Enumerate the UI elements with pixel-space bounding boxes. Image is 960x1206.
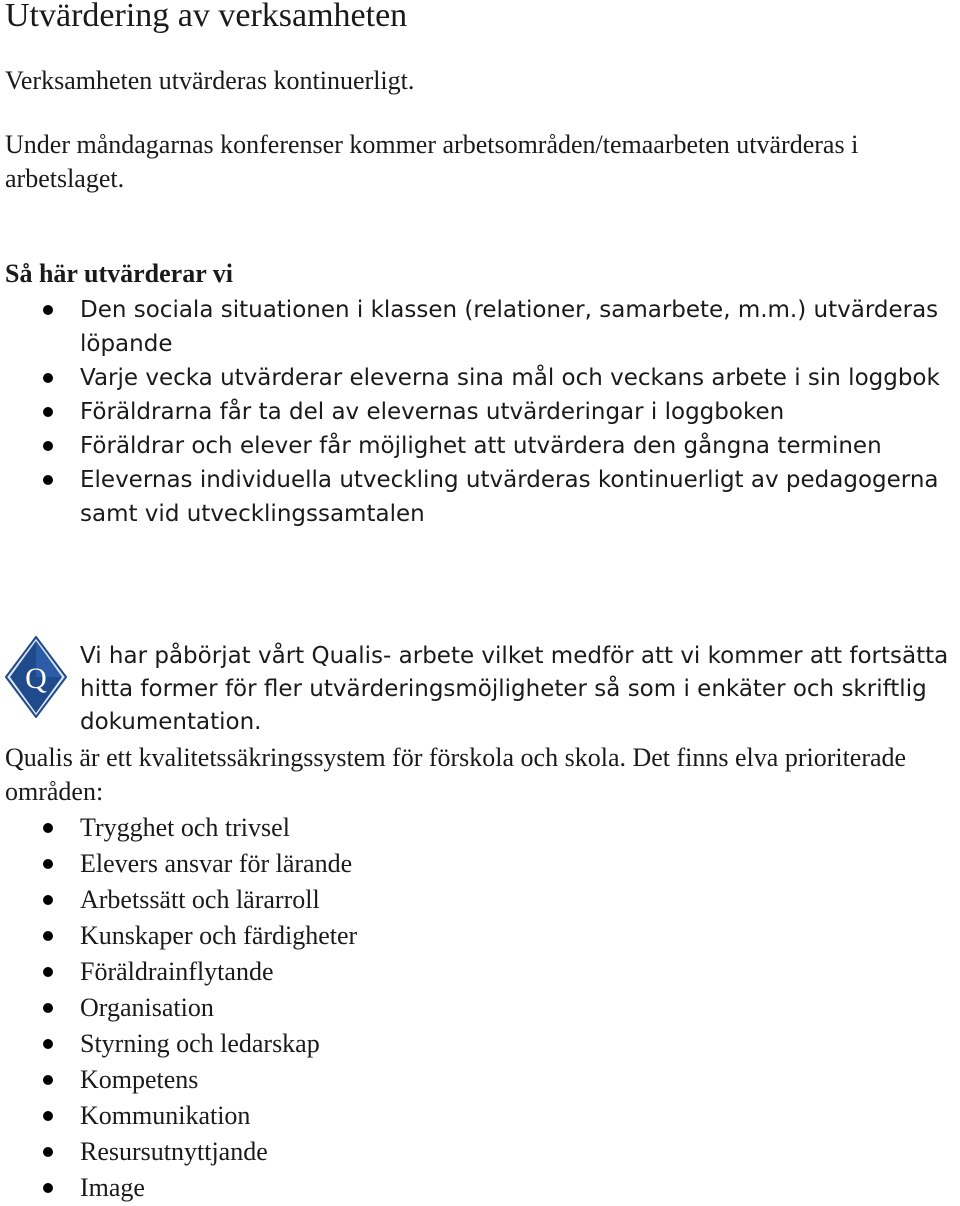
intro-paragraph-2: Under måndagarnas konferenser kommer arbetsområden/temaarbeten utvärderas i arbetslaget. [5, 130, 859, 193]
list-item [0, 1098, 955, 1134]
bullet-dot-icon [43, 967, 53, 977]
list-item [0, 846, 955, 882]
page-title: Utvärdering av verksamheten [5, 0, 408, 34]
qualis-section [0, 636, 960, 746]
bullet-dot-icon [43, 1075, 53, 1085]
list-item-text: Image [80, 1173, 145, 1202]
qualis-paragraph: Vi har påbörjat vårt Qualis- arbete vilket medför att vi kommer att fortsätta hitta former för fler utvärderingsmöjligheter så som i enkäter och skriftlig dokumentation. [80, 643, 949, 735]
list-item [0, 1170, 955, 1206]
list-item-text: Föräldrarna får ta del av elevernas utvärderingar i loggboken [80, 399, 785, 425]
bullet-dot-icon [43, 1111, 53, 1121]
list-item-text: Elevers ansvar för lärande [80, 849, 353, 878]
bullet-dot-icon [43, 1183, 53, 1193]
list-item [0, 463, 955, 531]
evaluation-list [0, 293, 960, 531]
list-item-text: Elevernas individuella utveckling utvärderas kontinuerligt av pedagogerna samt vid utvecklingssamtalen [80, 467, 939, 527]
bullet-dot-icon [43, 407, 53, 417]
bullet-dot-icon [43, 1147, 53, 1157]
list-item [0, 395, 955, 429]
bullet-dot-icon [43, 859, 53, 869]
qualis-intro-paragraph: Qualis är ett kvalitetssäkringssystem för förskola och skola. Det finns elva prioriterade områden: [5, 743, 907, 806]
list-item-text: Den sociala situationen i klassen (relationer, samarbete, m.m.) utvärderas löpande [80, 297, 939, 357]
list-item [0, 1134, 955, 1170]
list-item-text: Styrning och ledarskap [80, 1029, 320, 1058]
qualis-logo-letter: Q [25, 662, 47, 695]
list-item-text: Kommunikation [80, 1101, 251, 1130]
list-item [0, 918, 955, 954]
list-item-text: Varje vecka utvärderar eleverna sina mål och veckans arbete i sin loggbok [80, 365, 940, 391]
bullet-dot-icon [43, 1039, 53, 1049]
list-item [0, 293, 955, 361]
list-item-text: Arbetssätt och lärarroll [80, 885, 320, 914]
bullet-dot-icon [43, 931, 53, 941]
intro-paragraph-1: Verksamheten utvärderas kontinuerligt. [5, 66, 415, 95]
list-item [0, 990, 955, 1026]
list-item [0, 361, 955, 395]
list-item [0, 1062, 955, 1098]
section-heading: Så här utvärderar vi [5, 259, 233, 288]
bullet-dot-icon [43, 305, 53, 315]
bullet-dot-icon [43, 1003, 53, 1013]
bullet-dot-icon [43, 823, 53, 833]
priority-areas-list [0, 810, 960, 1206]
list-item [0, 882, 955, 918]
list-item-text: Kunskaper och färdigheter [80, 921, 358, 950]
list-item-text: Organisation [80, 993, 214, 1022]
bullet-dot-icon [43, 373, 53, 383]
list-item-text: Föräldrar och elever får möjlighet att utvärdera den gångna terminen [80, 433, 882, 459]
bullet-dot-icon [43, 895, 53, 905]
list-item-text: Trygghet och trivsel [80, 813, 290, 842]
list-item [0, 429, 955, 463]
qualis-logo-icon [5, 636, 67, 718]
list-item [0, 810, 955, 846]
list-item [0, 954, 955, 990]
bullet-dot-icon [43, 441, 53, 451]
list-item-text: Föräldrainflytande [80, 957, 274, 986]
list-item [0, 1026, 955, 1062]
list-item-text: Resursutnyttjande [80, 1137, 268, 1166]
bullet-dot-icon [43, 475, 53, 485]
list-item-text: Kompetens [80, 1065, 199, 1094]
